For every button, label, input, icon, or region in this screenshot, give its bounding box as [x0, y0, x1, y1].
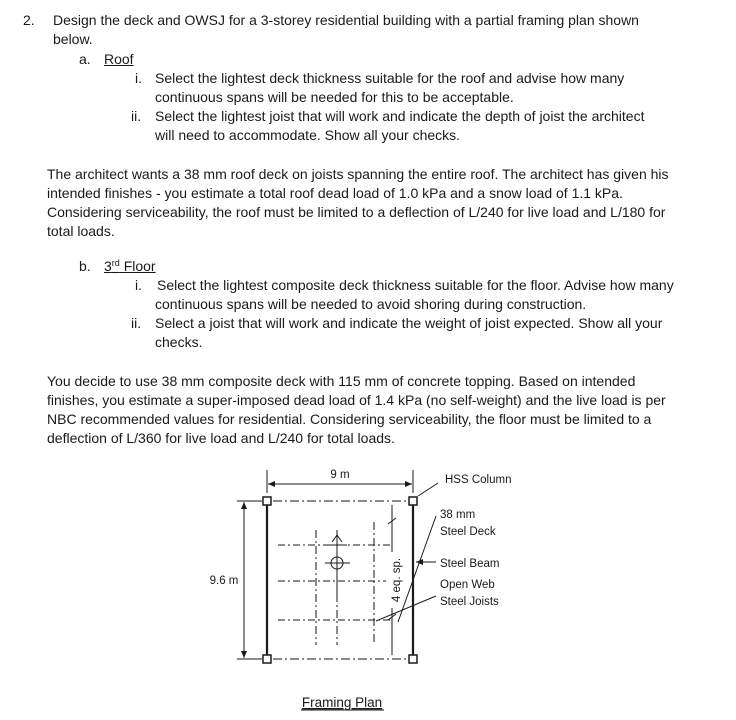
joist-spacing-label: 4 eq. sp. [391, 557, 403, 603]
part-a-item-2-line1: Select the lightest joist that will work and indicate the depth of joist the architect [155, 108, 645, 124]
steel-beam-label: Steel Beam [440, 558, 500, 570]
part-b-title-main: 3 [104, 258, 112, 274]
framing-plan-title: Framing Plan [301, 695, 383, 710]
height-dimension [208, 501, 262, 659]
part-b-paragraph-line2: finishes, you estimate a super-imposed dead load of 1.4 kPa (no self-weight) and the live load is per [47, 392, 666, 408]
width-dimension-label: 9 m [330, 469, 350, 481]
part-b-label: b. [79, 258, 91, 274]
part-b-item-2-line2: checks. [155, 334, 203, 350]
part-b-paragraph-line3: NBC recommended values for residential. Considering serviceability, the floor must be limited to a [47, 411, 652, 427]
part-a-title: Roof [104, 51, 134, 67]
hss-column-leader [418, 483, 438, 496]
part-b-title-sup: rd [111, 258, 120, 268]
hss-column-bottom-left [263, 655, 271, 663]
question-intro-line1: Design the deck and OWSJ for a 3-storey residential building with a partial framing plan shown [53, 12, 639, 28]
owsj-label-line2: Steel Joists [440, 596, 499, 608]
hss-column-bottom-right [409, 655, 417, 663]
question-number: 2. [23, 12, 35, 28]
hss-column-label: HSS Column [445, 474, 512, 486]
part-a-paragraph-line3: Considering serviceability, the roof must be limited to a deflection of L/240 for live load and L/180 for [47, 204, 666, 220]
part-a-item-2-num: ii. [131, 108, 142, 124]
question-intro-line2: below. [53, 31, 93, 47]
part-b-title-rest: Floor [119, 258, 156, 274]
joist-spacing-dimension [386, 505, 403, 655]
part-a-label: a. [79, 51, 91, 67]
owsj-label-line1: Open Web [440, 579, 495, 591]
part-a-paragraph-line1: The architect wants a 38 mm roof deck on joists spanning the entire roof. The architect has given his [47, 166, 669, 182]
part-b-paragraph-line1: You decide to use 38 mm composite deck with 115 mm of concrete topping. Based on intended [47, 373, 636, 389]
part-a-paragraph-line2: intended finishes - you estimate a total roof dead load of 1.0 kPa and a snow load of 1.1 kPa. [47, 185, 623, 201]
part-a-paragraph-line4: total loads. [47, 223, 115, 239]
hss-column-top-left [263, 497, 271, 505]
steel-deck-leader [398, 516, 436, 622]
width-dimension [267, 469, 413, 493]
part-a-item-1-line2: continuous spans will be needed for this to be acceptable. [155, 89, 514, 105]
part-a-item-2-line2: will need to accommodate. Show all your checks. [155, 127, 461, 143]
hss-column-top-right [409, 497, 417, 505]
part-b-item-2-num: ii. [131, 315, 142, 331]
part-b-item-1-line1: Select the lightest composite deck thickness suitable for the floor. Advise how many [157, 277, 674, 293]
steel-deck-label-line2: Steel Deck [440, 526, 496, 538]
height-dimension-label: 9.6 m [209, 575, 239, 587]
part-b-item-1-num: i. [135, 277, 142, 293]
part-b-item-1-line2: continuous spans will be needed to avoid shoring during construction. [155, 296, 587, 312]
part-a-item-1-num: i. [135, 70, 142, 86]
deck-span-symbol [316, 522, 374, 645]
steel-deck-label-line1: 38 mm [440, 509, 476, 521]
part-b-item-2-line1: Select a joist that will work and indicate the weight of joist expected. Show all your [155, 315, 663, 331]
part-a-item-1-line1: Select the lightest deck thickness suitable for the roof and advise how many [155, 70, 625, 86]
part-b-paragraph-line4: deflection of L/360 for live load and L/240 for total loads. [47, 430, 395, 446]
